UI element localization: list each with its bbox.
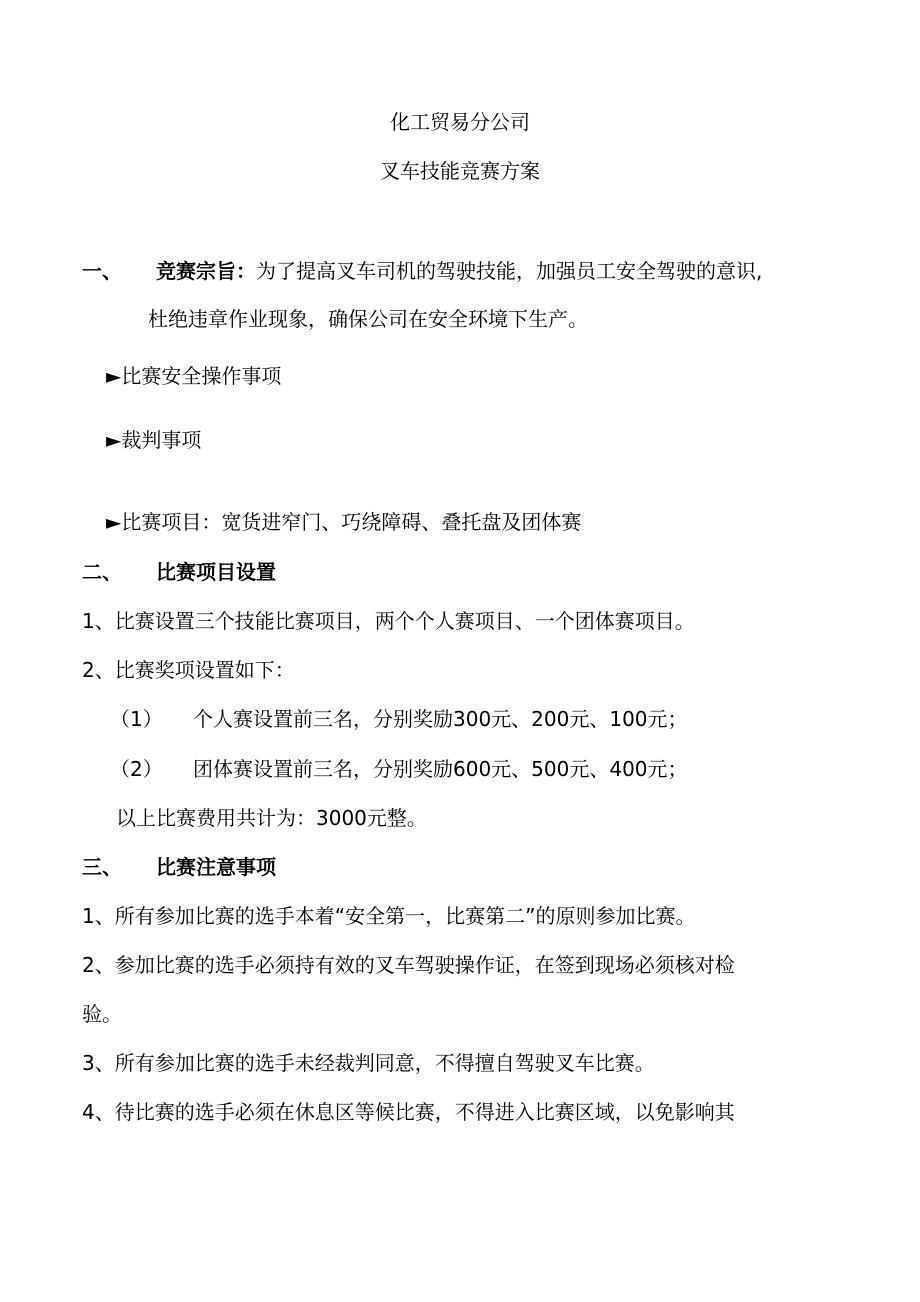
bullet-text: 比赛安全操作事项: [121, 364, 282, 388]
section-3-item-3: 3、所有参加比赛的选手未经裁判同意，不得擅自驾驶叉车比赛。: [82, 1051, 655, 1075]
section-1-heading: 竞赛宗旨：: [156, 259, 256, 283]
bullet-marker-icon: ►: [106, 428, 122, 452]
cost-total: 以上比赛费用共计为：3000元整。: [116, 806, 427, 830]
section-3-item-1: 1、所有参加比赛的选手本着“安全第一，比赛第二”的原则参加比赛。: [82, 904, 696, 928]
bullet-item: [106, 426, 201, 454]
section-3-heading: 比赛注意事项: [156, 855, 276, 879]
bullet-text: 比赛项目：宽货进窄门、巧绕障碍、叠托盘及团体赛: [121, 510, 582, 534]
section-3-item-2-line-2: 验。: [82, 1002, 122, 1026]
section-3-item-2-line-1: 2、参加比赛的选手必须持有效的叉车驾驶操作证，在签到现场必须核对检: [82, 953, 735, 977]
section-2-heading: 比赛项目设置: [156, 560, 276, 584]
bullet-item: [106, 362, 281, 390]
bullet-marker-icon: ►: [106, 510, 122, 534]
bullet-item: [106, 508, 581, 536]
section-3-item-4: 4、待比赛的选手必须在休息区等候比赛，不得进入比赛区域，以免影响其: [82, 1100, 735, 1124]
section-1-text-line-1: 为了提高叉车司机的驾驶技能，加强员工安全驾驶的意识,: [256, 259, 763, 283]
section-2-number: 二、: [82, 560, 122, 584]
section-1-number: 一、: [82, 259, 122, 283]
section-1-text-line-2: 杜绝违章作业现象，确保公司在安全环境下生产。: [148, 307, 588, 331]
doc-title: 化工贸易分公司: [390, 110, 530, 134]
sub-item-1-number: （1）: [110, 707, 163, 731]
bullet-marker-icon: ►: [106, 364, 122, 388]
section-2-item-2: 2、比赛奖项设置如下：: [82, 658, 295, 682]
section-2-item-1: 1、比赛设置三个技能比赛项目，两个个人赛项目、一个团体赛项目。: [82, 609, 695, 633]
sub-item-2-number: （2）: [110, 757, 163, 781]
section-1-heading-line: [156, 257, 762, 285]
sub-item-2-text: 团体赛设置前三名，分别奖励600元、500元、400元；: [193, 757, 688, 781]
bullet-text: 裁判事项: [121, 428, 202, 452]
sub-item-1-text: 个人赛设置前三名，分别奖励300元、200元、100元；: [193, 707, 688, 731]
doc-subtitle: 叉车技能竞赛方案: [380, 159, 540, 183]
section-3-number: 三、: [82, 855, 122, 879]
